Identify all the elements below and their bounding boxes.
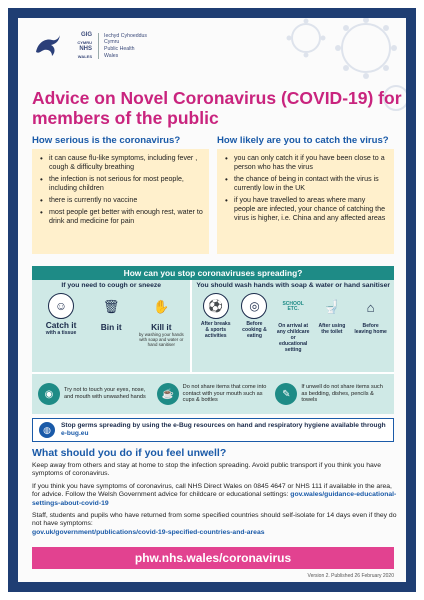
wash-item-label: On arrival at any childcare or educational setting [276, 323, 310, 353]
list-item: • the chance of being in contact with the virus is currently low in the UK [225, 175, 388, 193]
unwell-heading: What should you do if you feel unwell? [32, 447, 227, 459]
logo-org-line: Iechyd Cyhoeddus [104, 32, 147, 39]
wash-item [354, 293, 388, 353]
logo-org-line: Public Health [104, 46, 135, 52]
unwell-paragraph: Keep away from others and stay at home to stop the infection spreading. Avoid public transport if you think you have symptoms of coronavirus. [32, 462, 381, 478]
logo-line: CYMRU [77, 40, 92, 45]
tip-text: Do not share items that come into contact with your mouth such as cups & bottles [182, 384, 267, 404]
hand-wash-icon: ✋ [153, 299, 170, 314]
version-note: Version 2. Published 26 February 2020 [307, 573, 394, 579]
cough-section [32, 280, 192, 372]
bin-it-label: Bin it [100, 322, 122, 332]
cup-icon: ☕ [157, 383, 179, 405]
sneeze-face-icon: ☺ [48, 293, 74, 319]
wash-item-label: Before leaving home [354, 323, 387, 335]
cough-heading: If you need to cough or sneeze [61, 282, 162, 289]
toilet-icon: 🚽 [323, 299, 340, 314]
kill-it-item [138, 293, 184, 347]
guidance-link[interactable]: gov.wales/guidance-educational-settings-about-covid-19 [32, 491, 397, 507]
bin-it-item [88, 293, 134, 347]
catch-it-label: Catch it [45, 320, 77, 330]
likely-heading: How likely are you to catch the virus? [217, 135, 389, 146]
dragon-icon [32, 32, 62, 60]
serious-list [32, 149, 209, 254]
logo-line: NHS [79, 46, 92, 52]
kill-it-label: Kill it [151, 322, 172, 332]
ebug-callout [32, 418, 394, 442]
likely-list [217, 149, 394, 254]
ebug-message: Stop germs spreading by using the e-Bug resources on hand and respiratory hygiene available through [61, 422, 386, 429]
tip-text: If unwell do not share items such as bedding, dishes, pencils & towels [301, 384, 383, 404]
leave-home-icon: ⌂ [366, 299, 375, 315]
list-item: • there is currently no vaccine [40, 196, 203, 205]
stop-spreading-panel [32, 266, 394, 414]
tip-item [275, 383, 388, 405]
likely-section [217, 135, 394, 254]
logo-wordmark [68, 32, 92, 60]
tip-item [157, 383, 270, 405]
plate-icon: ◎ [241, 293, 267, 319]
wash-item-label: Before cooking & eating [242, 321, 267, 339]
list-item: • you can only catch it if you have been close to a person who has the virus [225, 154, 388, 172]
stop-spreading-row [32, 280, 394, 372]
wash-item [237, 293, 271, 353]
countries-link[interactable]: gov.uk/government/publications/covid-19-specified-countries-and-areas [32, 528, 265, 536]
unwell-paragraph [32, 483, 398, 508]
list-item: • most people get better with enough rest, water to drink and medicine for pain [40, 208, 203, 226]
cough-items [36, 293, 186, 347]
bin-icon: 🗑 [102, 299, 120, 314]
eyes-icon: ◉ [38, 383, 60, 405]
school-sign-icon: SCHOOL ETC. [282, 300, 304, 312]
tip-item [38, 383, 151, 405]
nhs-wales-logo [32, 32, 147, 60]
list-item: • the infection is not serious for most people, including children [40, 175, 203, 193]
ebug-link[interactable]: e-bug.eu [61, 430, 89, 437]
hygiene-tips [32, 372, 394, 414]
page-title: Advice on Novel Coronavirus (COVID-19) for members of the public [32, 88, 402, 128]
wash-hands-section [192, 280, 394, 372]
poster-sheet [18, 18, 406, 582]
catch-it-sub: with a tissue [45, 330, 77, 336]
wash-item [276, 293, 310, 353]
logo-line: WALES [77, 54, 92, 59]
unwell-text: If you think you have symptoms of coronavirus, call NHS Direct Wales on 0845 4647 or NHS 111 if available in the area, for advice. Follow the Welsh Government advice for childcare or educational settings: [32, 482, 392, 499]
logo-line: GIG [80, 32, 92, 38]
logo-org-line: Cymru [104, 39, 120, 46]
list-item: • if you have travelled to areas where many people are infected, your chance of catching the virus is higher, i.e. China and any affected areas [225, 196, 388, 223]
unwell-text: Staff, students and pupils who have returned from some specified countries should self-isolate for 14 days even if they do not have symptoms: [32, 512, 397, 528]
globe-icon: ◍ [39, 422, 55, 438]
logo-org-name [98, 33, 147, 59]
unwell-paragraph [32, 512, 398, 537]
tip-text: Try not to touch your eyes, nose, and mouth with unwashed hands [64, 387, 146, 400]
football-icon: ⚽ [203, 293, 229, 319]
kill-it-sub: by washing your hands with soap and water or hand sanitiser [138, 332, 184, 347]
wash-items [196, 293, 390, 353]
stop-spreading-title: How can you stop coronaviruses spreading? [32, 266, 394, 280]
unwell-section [32, 447, 398, 541]
wash-heading: You should wash hands with soap & water or hand sanitiser [196, 282, 390, 289]
serious-section [32, 135, 209, 254]
ebug-text [61, 422, 387, 438]
logo-org-line: Wales [104, 52, 119, 59]
info-columns [32, 135, 394, 254]
serious-heading: How serious is the coronavirus? [32, 135, 181, 146]
list-item: • it can cause flu-like symptoms, including fever , cough & difficulty breathing [40, 154, 203, 172]
website-banner[interactable]: phw.nhs.wales/coronavirus [32, 547, 394, 569]
wash-item-label: After using the toilet [318, 323, 346, 335]
catch-it-item [38, 293, 84, 347]
wash-item [199, 293, 233, 353]
wash-item-label: After breaks & sports activities [200, 321, 231, 339]
pencil-icon: ✎ [275, 383, 297, 405]
wash-item [315, 293, 349, 353]
